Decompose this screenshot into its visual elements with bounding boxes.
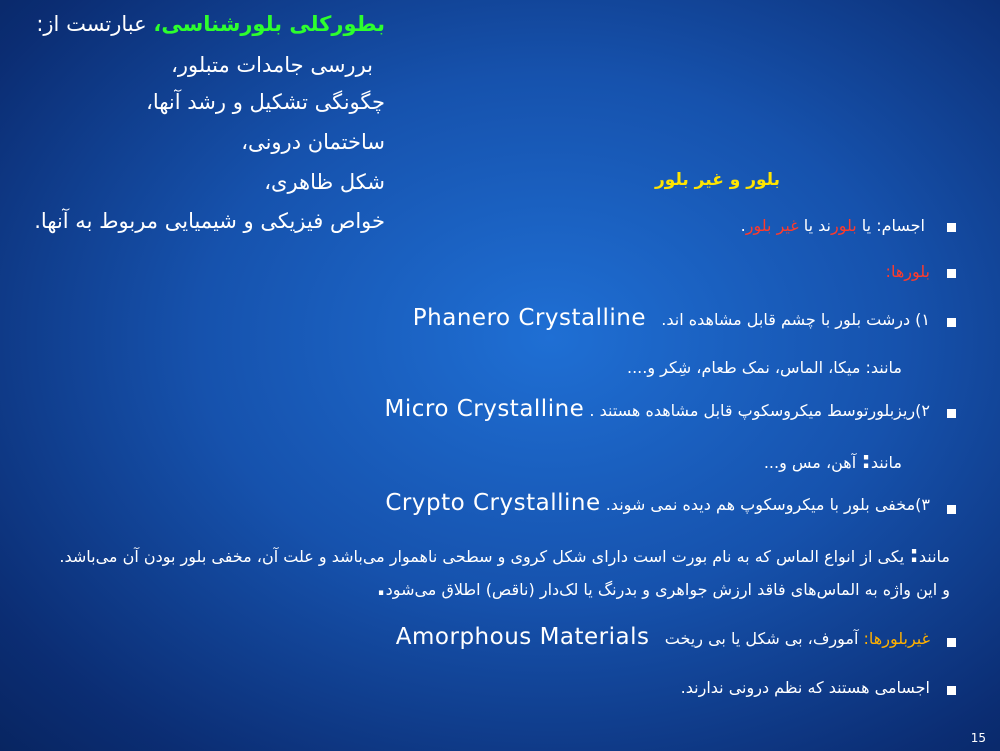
crypto-latin: Crypto Crystalline — [385, 490, 601, 516]
bodies-item: اجسام: یا بلورند یا غیر بلور. — [740, 216, 925, 235]
micro-example: مانند: آهن، مس و... — [763, 446, 902, 474]
bullet-marker — [947, 505, 956, 514]
intro-title-highlight: بطورکلی بلورشناسی، — [153, 12, 385, 36]
intro-line-3: ساختمان درونی، — [241, 130, 385, 154]
intro-block — [0, 0, 385, 260]
bullet-marker — [947, 638, 956, 647]
amorphous-label: غیربلورها: — [863, 629, 930, 648]
phanero-latin: Phanero Crystalline — [412, 305, 647, 331]
crypto-item: ۳)مخفی بلور با میکروسکوپ هم دیده نمی شوند. Crypto Crystalline — [385, 490, 930, 516]
micro-latin: Micro Crystalline — [384, 396, 585, 422]
slide-number: 15 — [970, 731, 986, 745]
intro-title-rest: عبارتست از: — [36, 12, 154, 36]
crystals-label: بلورها: — [885, 262, 930, 281]
bullet-marker — [947, 686, 956, 695]
intro-line-2: چگونگی تشکیل و رشد آنها، — [146, 90, 385, 114]
amorphous-description: اجسامی هستند که نظم درونی ندارند. — [680, 678, 930, 697]
bullet-marker — [947, 409, 956, 418]
phanero-item: ۱) درشت بلور با چشم قابل مشاهده اند. Phanero Crystalline — [412, 305, 930, 331]
bullet-marker — [947, 223, 956, 232]
intro-title — [36, 12, 385, 36]
phanero-example: مانند: میکا، الماس، نمک طعام، شِکر و.... — [626, 358, 902, 377]
amorphous-item: غیربلورها: آمورف، بی شکل یا بی ریخت Amorphous Materials — [395, 624, 930, 650]
crystal-word: بلور — [830, 216, 857, 235]
intro-line-5: خواص فیزیکی و شیمیایی مربوط به آنها. — [34, 209, 385, 233]
intro-line-4: شکل ظاهری، — [264, 170, 385, 194]
noncrystal-word: غیر بلور — [745, 216, 799, 235]
crypto-example-paragraph: مانند: یکی از انواع الماس که به نام بورت است دارای شکل کروی و سطحی ناهموار می‌باشد و علت آن، مخفی بلور بودن آن می‌باشد. و این واژه به الماس‌های فاقد ارزش جواهری و بدرنگ یا لک‌دار (ناقص) اطلاق می‌شود. — [59, 540, 950, 601]
bullet-marker — [947, 269, 956, 278]
micro-item: ۲)ریزبلورتوسط میکروسکوپ قابل مشاهده هستند . Micro Crystalline — [384, 396, 930, 422]
bullet-marker — [947, 318, 956, 327]
intro-line-1: بررسی جامدات متبلور، — [171, 53, 373, 77]
amorphous-latin: Amorphous Materials — [395, 624, 650, 650]
section-heading: بلور و غیر بلور — [655, 170, 780, 190]
